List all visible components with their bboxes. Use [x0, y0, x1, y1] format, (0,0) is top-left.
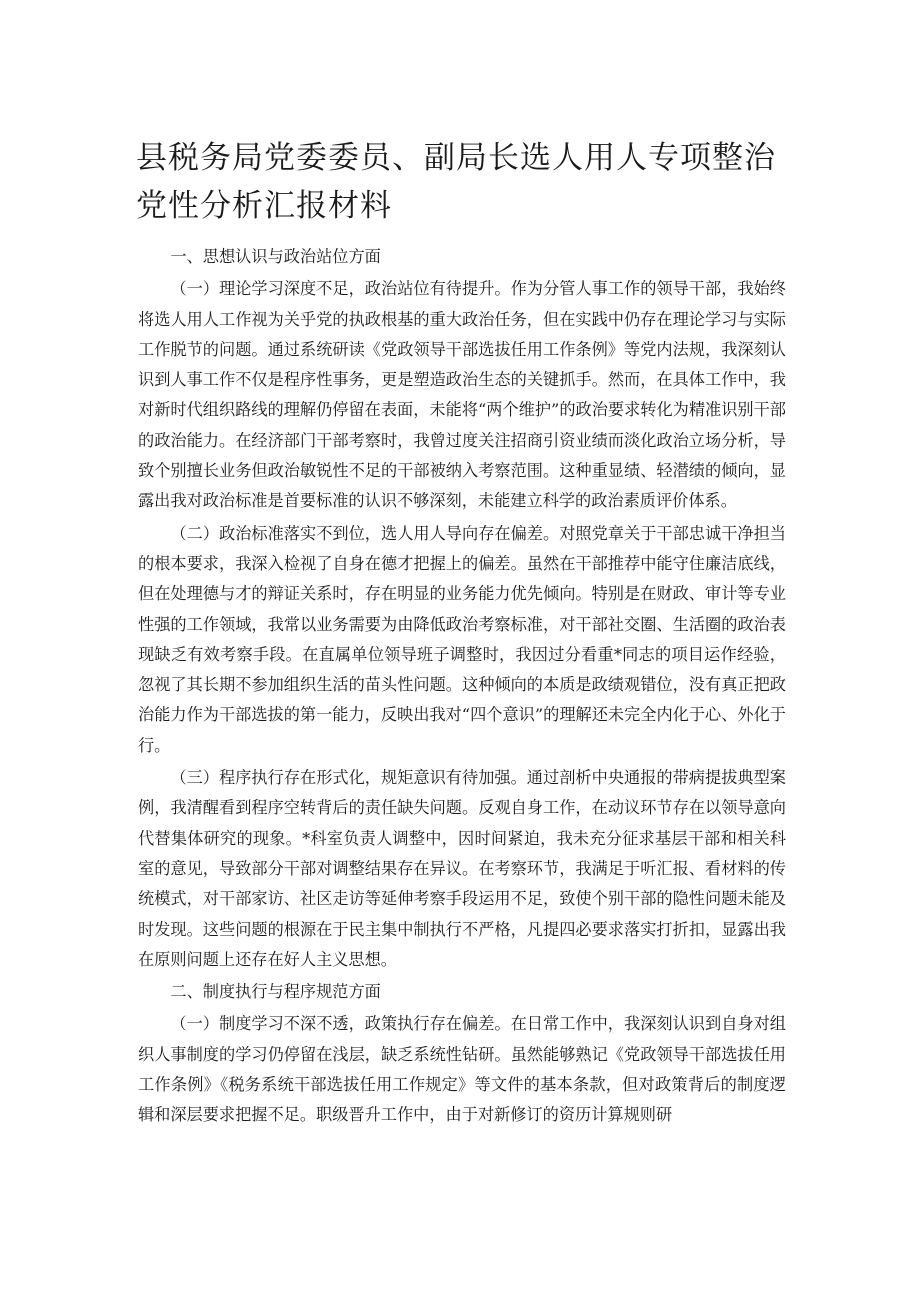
section-heading-2: 二、制度执行与程序规范方面: [170, 982, 381, 1002]
body-paragraph: （三）程序执行存在形式化，规矩意识有待加强。通过剖析中央通报的带病提拔典型案例，我清醒看到程序空转背后的责任缺失问题。反观自身工作，在动议环节存在以领导意向代替集体研究的现象。*科室负责人调整中，因时间紧迫，我未充分征求基层干部和相关科室的意见，导致部分干部对调整结果存在异议。在考察环节，我满足于听汇报、看材料的传统模式，对干部家访、社区走访等延伸考察手段运用不足，致使个别干部的隐性问题未能及时发现。这些问题的根源在于民主集中制执行不严格，凡提四必要求落实打折扣，显露出我在原则问题上还存在好人主义思想。: [138, 768, 786, 969]
document-title: 县税务局党委委员、副局长选人用人专项整治党性分析汇报材料: [136, 140, 776, 224]
document-body: [138, 242, 786, 1133]
section-heading-1: 一、思想认识与政治站位方面: [170, 247, 381, 266]
body-paragraph: （一）制度学习不深不透，政策执行存在偏差。在日常工作中，我深刻认识到自身对组织人事制度的学习仍停留在浅层，缺乏系统性钻研。虽然能够熟记《党政领导干部选拔任用工作条例》《税务系统干部选拔任用工作规定》等文件的基本条款，但对政策背后的制度逻辑和深层要求把握不足。职级晋升工作中，由于对新修订的资历计算规则研: [138, 1014, 786, 1125]
body-paragraph: （一）理论学习深度不足，政治站位有待提升。作为分管人事工作的领导干部，我始终将选人用人工作视为关乎党的执政根基的重大政治任务，但在实践中仍存在理论学习与实际工作脱节的问题。通过系统研读《党政领导干部选拔任用工作条例》等党内法规，我深刻认识到人事工作不仅是程序性事务，更是塑造政治生态的关键抓手。然而，在具体工作中，我对新时代组织路线的理解仍停留在表面，未能将“两个维护”的政治要求转化为精准识别干部的政治能力。在经济部门干部考察时，我曾过度关注招商引资业绩而淡化政治立场分析，导致个别擅长业务但政治敏锐性不足的干部被纳入考察范围。这种重显绩、轻潜绩的倾向，显露出我对政治标准是首要标准的认识不够深刻，未能建立科学的政治素质评价体系。: [138, 279, 786, 511]
body-paragraph: （二）政治标准落实不到位，选人用人导向存在偏差。对照党章关于干部忠诚干净担当的根本要求，我深入检视了自身在德才把握上的偏差。虽然在干部推荐中能守住廉洁底线，但在处理德与才的辩证关系时，存在明显的业务能力优先倾向。特别是在财政、审计等专业性强的工作领域，我常以业务需要为由降低政治考察标准，对干部社交圈、生活圈的政治表现缺乏有效考察手段。在直属单位领导班子调整时，我因过分看重*同志的项目运作经验，忽视了其长期不参加组织生活的苗头性问题。这种倾向的本质是政绩观错位，没有真正把政治能力作为干部选拔的第一能力，反映出我对“四个意识”的理解还未完全内化于心、外化于行。: [138, 523, 786, 755]
